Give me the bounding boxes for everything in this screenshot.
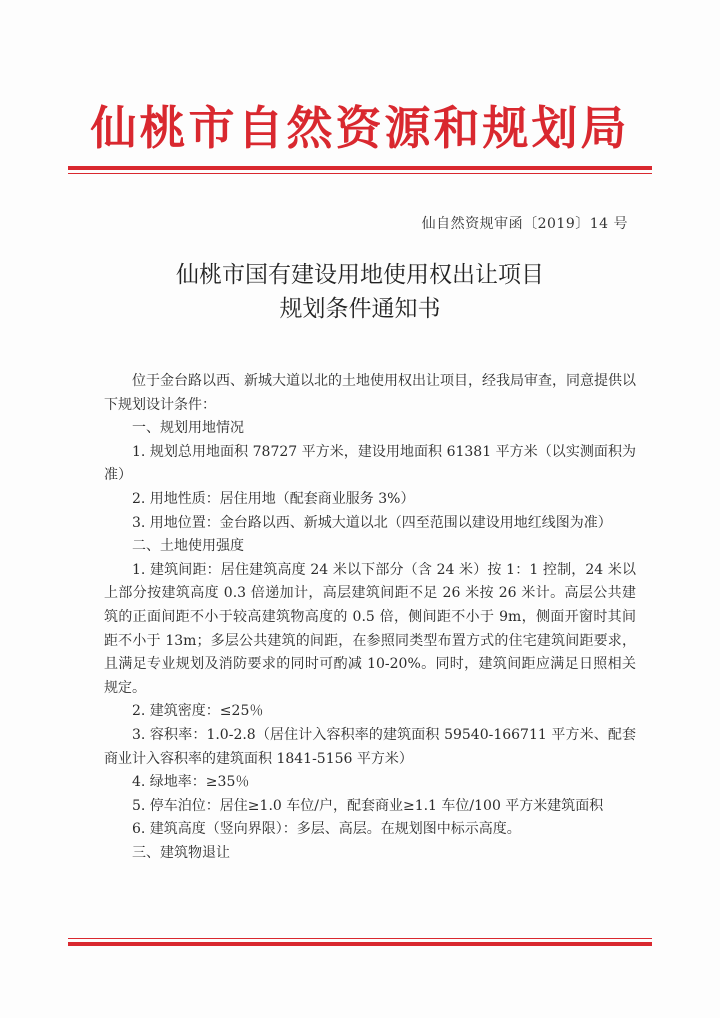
section1-item-3: 3. 用地位置：金台路以西、新城大道以北（四至范围以建设用地红线图为准） [132,514,612,531]
doc-body [104,370,636,865]
intro-paragraph: 位于金台路以西、新城大道以北的土地使用权出让项目，经我局审查，同意提供以下规划设计条件： [104,373,636,413]
org-name: 仙桃市自然资源和规划局 [90,101,630,155]
header-rule-thick [68,166,652,170]
section2-item-2: 2. 建筑密度：≤25％ [132,703,264,720]
doc-title-line2: 规划条件通知书 [279,296,441,322]
section2-item-1: 1. 建筑间距：居住建筑高度 24 米以下部分（含 24 米）按 1：1 控制，24 米以上部分按建筑高度 0.3 倍递加计，高层建筑间距不足 26 米按 26 米计。高层公共建筑的正面间距不小于较高建筑物高度的 0.5 倍，侧间距不小于 9m，侧面开窗时其间距不小于 13m；多层公共建筑的间距，在参照同类型布置方式的住宅建筑间距要求，且满足专业规划及消防要求的同时可酌减 10-20%。同时，建筑间距应满足日照相关规定。 [104,561,636,696]
section-heading-1: 一、规划用地情况 [132,420,244,437]
section1-item-1: 1. 规划总用地面积 78727 平方米，建设用地面积 61381 平方米（以实测面积为准） [104,443,636,484]
section2-item-4: 4. 绿地率：≥35％ [132,774,250,791]
doc-number: 仙自然资规审函〔2019〕14 号 [421,216,628,232]
section-heading-3: 三、建筑物退让 [132,844,230,861]
footer-rule-thick [68,942,652,946]
section2-item-5: 5. 停车泊位：居住≥1.0 车位/户，配套商业≥1.1 车位/100 平方米建筑面积 [132,797,604,814]
section2-item-6: 6. 建筑高度（竖向界限）：多层、高层。在规划图中标示高度。 [132,821,521,838]
header-rule-thin [68,173,652,174]
section2-item-3: 3. 容积率：1.0-2.8（居住计入容积率的建筑面积 59540-166711 平方米、配套商业计入容积率的建筑面积 1841-5156 平方米） [104,726,636,767]
doc-title [0,258,720,326]
doc-title-line1: 仙桃市国有建设用地使用权出让项目 [176,262,544,288]
footer-rule-thin [68,938,652,939]
section1-item-2: 2. 用地性质：居住用地（配套商业服务 3%） [132,490,415,507]
section-heading-2: 二、土地使用强度 [132,538,244,555]
